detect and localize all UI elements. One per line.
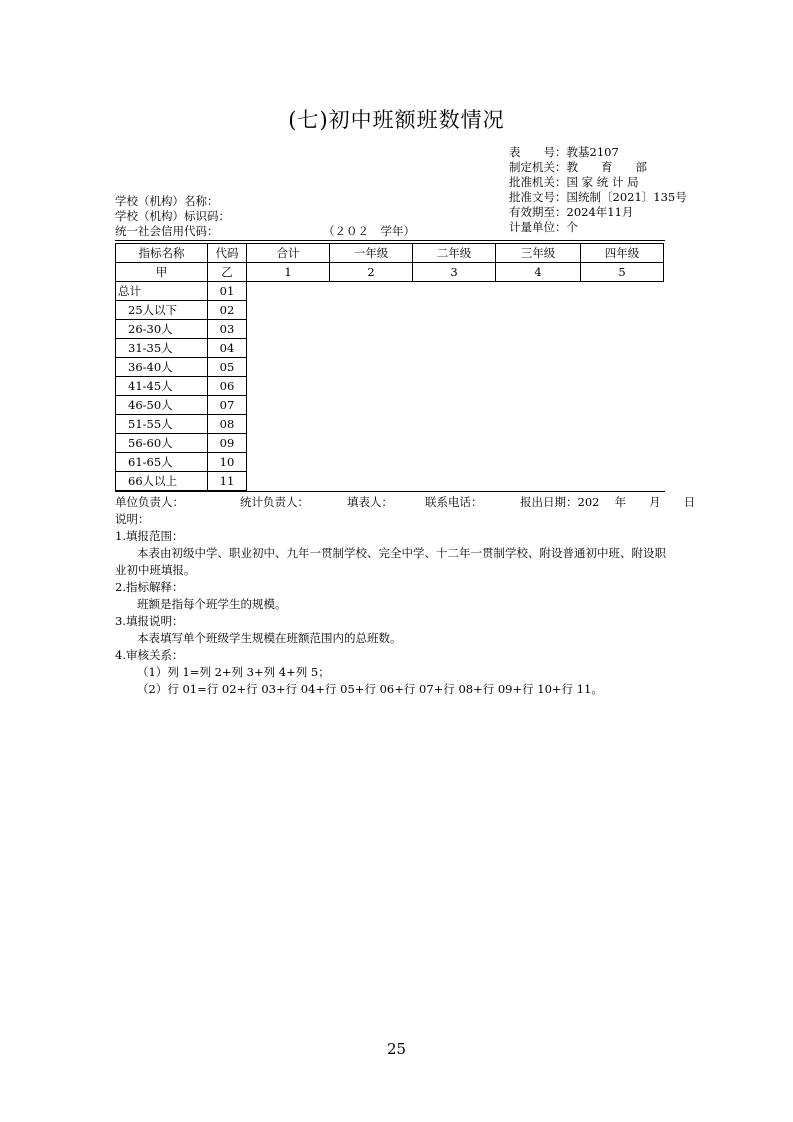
row-name: 51-55人 — [116, 415, 208, 434]
table-row — [116, 282, 664, 301]
subheader-col2: 2 — [330, 263, 413, 282]
row-code: 11 — [208, 472, 247, 491]
row-code: 08 — [208, 415, 247, 434]
note-4-item-2: （2）行 01=行 02+行 03+行 04+行 05+行 06+行 07+行 08+行 09+行 10+行 11。 — [137, 682, 603, 696]
row-name: 25人以下 — [116, 301, 208, 320]
meta-issuing-agency: 制定机关：教 育 部 — [509, 160, 647, 174]
table-bottom-rule — [115, 491, 665, 492]
table-header-row — [116, 244, 664, 263]
page-title: (七)初中班额班数情况 — [288, 108, 505, 132]
header-indicator-name: 指标名称 — [116, 244, 208, 263]
row-name: 31-35人 — [116, 339, 208, 358]
school-name-label: 学校（机构）名称： — [115, 194, 219, 208]
meta-approval-document: 批准文号：国统制〔2021〕135号 — [509, 190, 687, 204]
row-code: 10 — [208, 453, 247, 472]
subheader-col4: 4 — [496, 263, 581, 282]
stat-head-label: 统计负责人： — [240, 495, 309, 509]
note-4-item-1: （1）列 1=列 2+列 3+列 4+列 5； — [137, 665, 330, 679]
subheader-col5: 5 — [581, 263, 664, 282]
row-name: 41-45人 — [116, 377, 208, 396]
row-code: 07 — [208, 396, 247, 415]
row-name: 56-60人 — [116, 434, 208, 453]
page-number: 25 — [386, 1040, 407, 1058]
note-2-body: 班额是指每个班学生的规模。 — [137, 597, 287, 611]
row-code: 01 — [208, 282, 247, 301]
meta-unit: 计量单位：个 — [509, 220, 578, 234]
note-2-title: 2.指标解释： — [115, 580, 184, 594]
meta-right-block — [509, 145, 687, 235]
row-code: 04 — [208, 339, 247, 358]
note-1-body-line2: 业初中班填报。 — [115, 563, 196, 577]
row-code: 03 — [208, 320, 247, 339]
unit-head-label: 单位负责人： — [115, 495, 184, 509]
row-code: 02 — [208, 301, 247, 320]
note-1-body-line1: 本表由初级中学、职业初中、九年一贯制学校、完全中学、十二年一贯制学校、附设普通初中班、附设职 — [137, 546, 666, 560]
meta-form-number: 表 号：教基2107 — [509, 145, 619, 159]
report-date-label: 报出日期：202 年 月 日 — [520, 495, 696, 509]
class-size-table — [115, 243, 664, 491]
meta-valid-until: 有效期至：2024年11月 — [509, 205, 634, 219]
row-name: 总计 — [116, 282, 208, 301]
school-year-label: （２０２ 学年） — [323, 224, 415, 238]
row-name: 46-50人 — [116, 396, 208, 415]
notes-heading: 说明： — [115, 512, 150, 526]
school-id-label: 学校（机构）标识码： — [115, 209, 230, 223]
meta-approval-agency: 批准机关：国 家 统 计 局 — [509, 175, 639, 189]
subheader-col1: 1 — [247, 263, 330, 282]
header-grade-1: 一年级 — [330, 244, 413, 263]
row-code: 09 — [208, 434, 247, 453]
note-3-title: 3.填报说明： — [115, 614, 184, 628]
table-subheader-row — [116, 263, 664, 282]
header-grade-4: 四年级 — [581, 244, 664, 263]
row-code: 05 — [208, 358, 247, 377]
row-name: 26-30人 — [116, 320, 208, 339]
table-top-rule — [115, 240, 665, 241]
filler-label: 填表人： — [347, 495, 393, 509]
subheader-col3: 3 — [413, 263, 496, 282]
header-grade-2: 二年级 — [413, 244, 496, 263]
header-grade-3: 三年级 — [496, 244, 581, 263]
data-entry-area[interactable] — [247, 282, 664, 491]
note-1-title: 1.填报范围： — [115, 529, 184, 543]
note-3-body: 本表填写单个班级学生规模在班额范围内的总班数。 — [137, 631, 402, 645]
phone-label: 联系电话： — [425, 495, 483, 509]
row-code: 06 — [208, 377, 247, 396]
row-name: 61-65人 — [116, 453, 208, 472]
row-name: 36-40人 — [116, 358, 208, 377]
subheader-yi: 乙 — [208, 263, 247, 282]
note-4-title: 4.审核关系： — [115, 648, 184, 662]
header-code: 代码 — [208, 244, 247, 263]
header-total: 合计 — [247, 244, 330, 263]
subheader-jia: 甲 — [116, 263, 208, 282]
credit-code-label: 统一社会信用代码： — [115, 224, 219, 238]
row-name: 66人以上 — [116, 472, 208, 491]
